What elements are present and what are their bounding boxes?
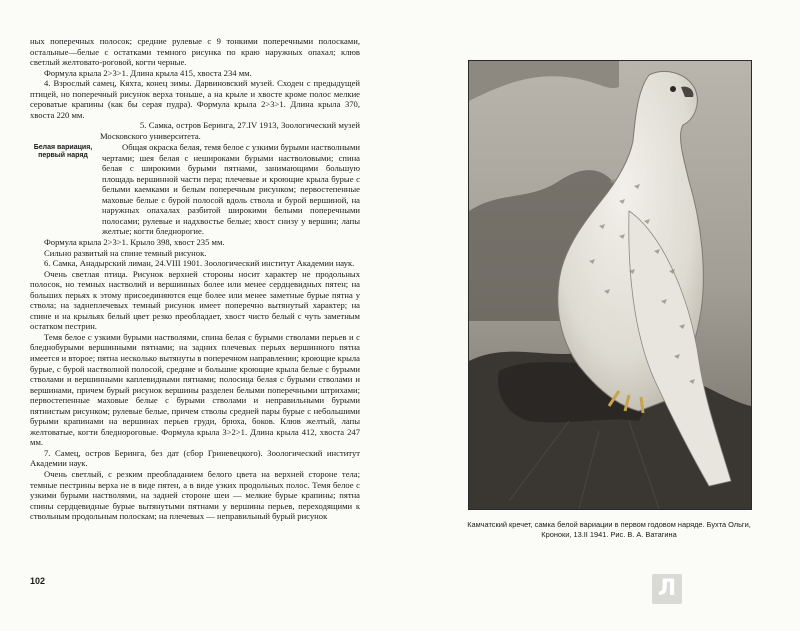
caption-line: Камчатский кречет, самка белой вариации в первом годовом наряде. Бухта Ольги, [467, 520, 751, 529]
paragraph: Формула крыла 2>3>1. Крыло 398, хвост 235 мм. [44, 237, 225, 247]
falcon-eye [670, 86, 676, 92]
illustration-plate [468, 60, 752, 510]
paragraph: Очень светлая птица. Рисунок верхней стороны носит характер не продольных полосок, но темных настволий и вершинных более или менее сердцевидных пятен; на больших перьях к этому присоединяются еще более или менее заметные бурые пятна у ствола; на заднеплечевых темный рисунок имеет поперечно вытянутый характер; на спине и на крыльях белый цвет резко преобладает, хвост чисто белый с чуть заметным остатком пестрин. [30, 268, 360, 332]
paragraph: Общая окраска белая, темя белое с узкими бурыми настволными чертами; шея белая с нешироками бурыми настволовыми; спина белая с широкими бурыми пятнами, занимающими большую площадь вершинной части пера; плечевые и кроющие крыла бурые с белыми каемками и белым поперечным рисунком; первостепенные маховые белые с бурой полосой вдоль ствола и бурой вершиной, на наружных опахалах разбитой широкими белыми поперечными полосами; рулевые и надхвостье белые; хвост снизу у вершин; лапы желтые; когти бледнорогие. [102, 142, 360, 237]
paragraph: 6. Самка, Анадырский лиман, 24.VIII 1901. Зоологический институт Академии наук. [44, 258, 355, 269]
paragraph: Очень светлый, с резким преобладанием белого цвета на верхней стороне тела; темные пестрины верха не в виде пятен, а в виде узких продольных полос. Темя белое с узкими бурыми настволями, на задней стороне шеи — мелкие бурые крапины; пятна спины сердцевидные бурые вытянутыми пятнами у вершины перьев, переходящими к ствольным продольным полоскам; на плечевых — неправильный бурый рисунок [30, 469, 360, 522]
watermark-logo [652, 574, 682, 604]
paragraph: Темя белое с узкими бурыми настволями, спина белая с бурыми стволами перьев и с бледнобурыми вершинными пятнами; на задних плечевых перьях вершинного пятна имеется и второе; пятна несколько вытянуты в поперечном направлении; кроющие крыла бурые, с бурой настволной полосой, средние и большие кроющие крыла белые с бурыми стволами и вершинными каплевидными пятнами; полосица белая с бурыми стволами и вершинами, причем бурый рисунок вершины разделен белыми поперечными штрихами; первостепенные маховые белые с бурыми стволами и неправильными бурыми пятнистым рисунком; рулевые белые, причем стволы средней пары бурые с небольшими бурыми крапинами на вершинах перьев груди, брюха, боков. Клюв желтый, лапы желтоватые, когти бледнороговые. Формула крыла 3>2>1. Длина крыла 412, хвоста 247 мм. [30, 331, 360, 448]
text-block-top [30, 36, 360, 141]
gyrfalcon-illustration [469, 61, 751, 509]
text-block-side [102, 142, 360, 237]
caption-line: Кроноки, 13.II 1941. Рис. В. А. Ватагина [541, 529, 677, 539]
illustration-caption [450, 520, 768, 539]
logo-letter: Л [657, 576, 677, 601]
left-page-text [30, 36, 360, 596]
text-block-mid [30, 237, 360, 522]
variation-sidehead [30, 144, 96, 160]
sidehead-line: Белая вариация, [33, 144, 93, 151]
paragraph: 4. Взрослый самец, Кяхта, конец зимы. Дарвиновский музей. Сходен с предыдущей птицей, но поперечный рисунок верха тоньше, а на крыле и хвосте кроме полос мелкие сероватые крапины (как бы серая пудра). Формула крыла 2>3>1. Длина крыла 370, хвоста 220 мм. [30, 78, 360, 120]
paragraph: ных поперечных полосок; средние рулевые с 9 тонкими поперечными полосками, остальные—белые с остатками темного рисунка по краю наружных опахал; клюв светлый желтовато-роговой, когти черные. [30, 36, 360, 68]
paragraph: 5. Самка, остров Беринга, 27.IV 1913, Зоологический музей Московского университета. [100, 120, 360, 141]
page-number: 102 [30, 576, 46, 586]
paragraph: Формула крыла 2>3>1. Длина крыла 415, хвоста 234 мм. [44, 67, 252, 78]
paragraph: 7. Самец, остров Беринга, без дат (сбор Гриневецкого). Зоологический институт Академии наук. [30, 447, 360, 469]
sidehead-line: первый наряд [38, 152, 88, 159]
paragraph: Сильно развитый на спине темный рисунок. [44, 247, 207, 258]
